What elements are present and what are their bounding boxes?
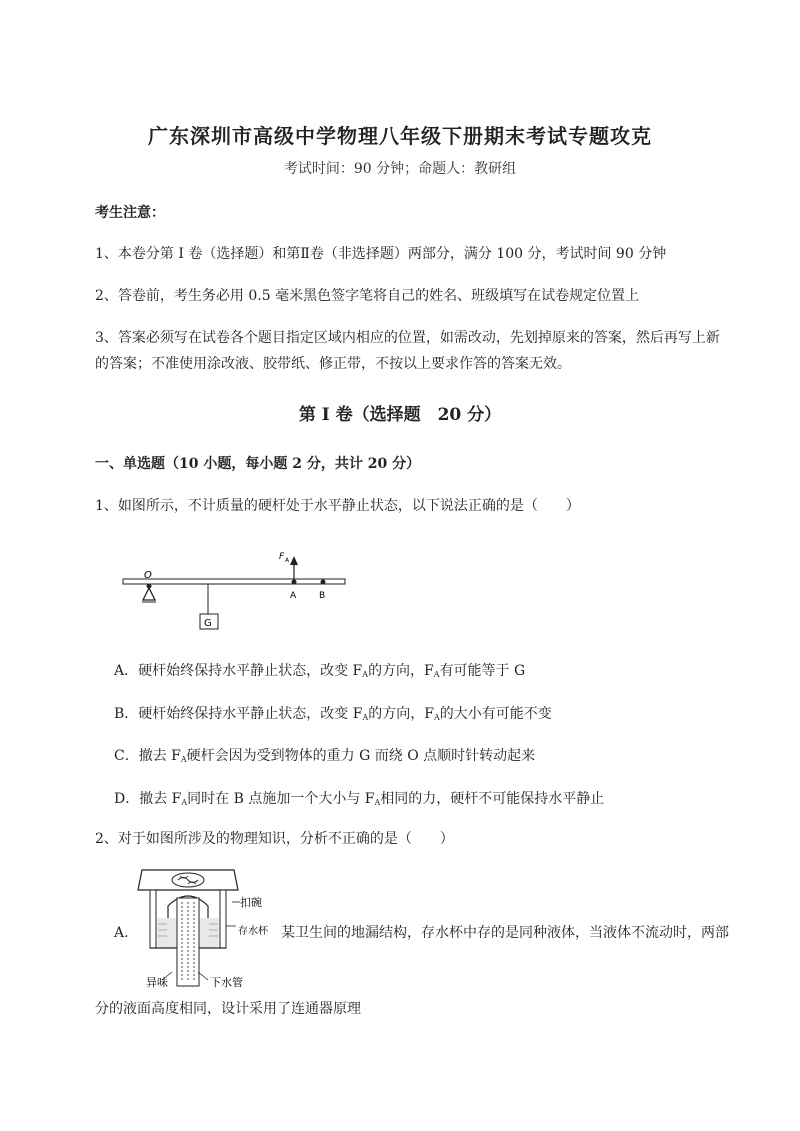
option-1b[interactable]: B．硬杆始终保持水平静止状态，改变 $F_A$的方向，$F_A$的大小有可能不变 — [114, 706, 552, 722]
page-title: 广东深圳市高级中学物理八年级下册期末考试专题攻克 — [148, 124, 652, 148]
notice-3: 3、答案必须写在试卷各个题目指定区域内相应的位置，如需改动，先划掉原来的答案，然后再写上新 — [95, 330, 720, 346]
label-a: A — [290, 591, 297, 601]
label-smell: 异味 — [146, 976, 168, 989]
option-2a-cont: 分的液面高度相同，设计采用了连通器原理 — [95, 1001, 361, 1017]
fulcrum-triangle — [143, 588, 155, 600]
option-1c[interactable]: C．撤去 $F_A$硬杆会因为受到物体的重力 G 而绕 O 点顺时针转动起来 — [114, 748, 536, 764]
force-arrow-head — [290, 556, 298, 565]
label-g: G — [204, 618, 212, 629]
label-o: O — [144, 570, 152, 581]
option-2a-text[interactable]: 某卫生间的地漏结构，存水杯中存的是同种液体，当液体不流动时，两部 — [281, 925, 729, 941]
notice-3-cont: 的答案；不准使用涂改液、胶带纸、修正带，不按以上要求作答的答案无效。 — [95, 356, 571, 372]
lever-bar — [123, 579, 345, 584]
notice-heading: 考生注意： — [95, 205, 165, 221]
question-1-stem: 1、如图所示，不计质量的硬杆处于水平静止状态，以下说法正确的是（ ） — [95, 498, 580, 514]
label-b: B — [319, 591, 326, 601]
point-b — [321, 580, 326, 585]
label-bowl: 扣碗 — [240, 896, 262, 909]
floor-drain-figure — [132, 866, 282, 990]
label-f-sub: A — [285, 557, 290, 564]
question-2-stem: 2、对于如图所涉及的物理知识，分析不正确的是（ ） — [95, 831, 454, 847]
label-cup: 存水杯 — [238, 926, 268, 937]
option-1a[interactable]: A．硬杆始终保持水平静止状态，改变 $F_A$的方向，$F_A$有可能等于 G — [114, 663, 526, 679]
cup-right-wall — [220, 890, 226, 948]
lever-figure — [118, 548, 348, 634]
part-heading: 一、单选题（10 小题，每小题 2 分，共计 20 分） — [95, 456, 421, 472]
label-f: F — [279, 552, 285, 562]
option-2a-label: A. — [114, 925, 129, 941]
cup-left-wall — [150, 890, 156, 948]
notice-2: 2、答卷前，考生务必用 0.5 毫米黑色签字笔将自己的姓名、班级填写在试卷规定位置上 — [95, 288, 640, 304]
exam-subtitle: 考试时间：90 分钟；命题人：教研组 — [283, 161, 517, 177]
option-1d[interactable]: D．撤去 $F_A$同时在 B 点施加一个大小与 $F_A$相同的力，硬杆不可能保持水平静止 — [114, 791, 605, 807]
label-pipe: 下水管 — [210, 976, 243, 989]
notice-1: 1、本卷分第 I 卷（选择题）和第Ⅱ卷（非选择题）两部分，满分 100 分，考试时间 90 分钟 — [95, 246, 667, 262]
point-a — [292, 580, 297, 585]
section-title: 第 I 卷（选择题 20 分） — [298, 405, 502, 425]
